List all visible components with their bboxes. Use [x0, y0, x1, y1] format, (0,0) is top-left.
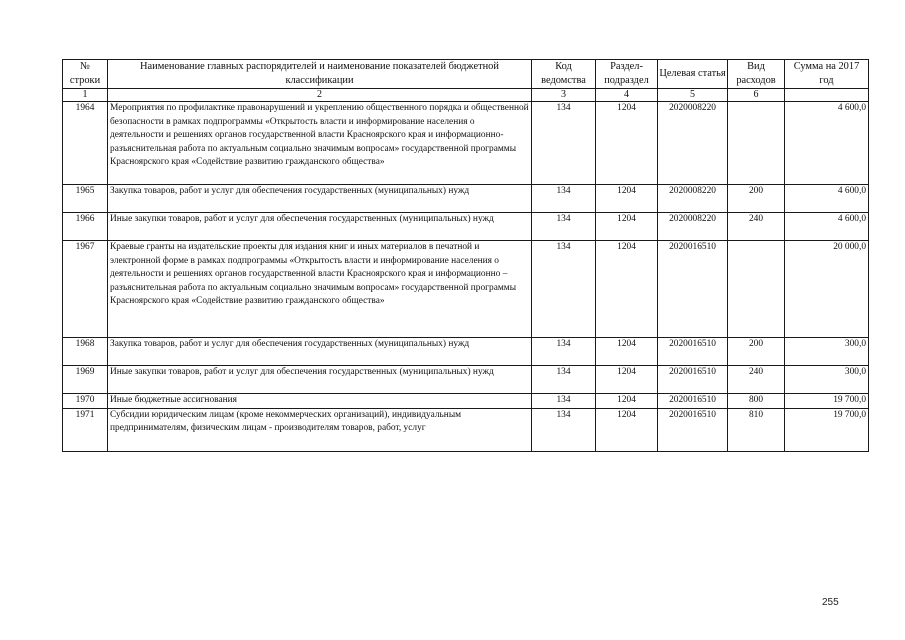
header-dept-code: Код ведомства	[532, 60, 596, 89]
table-row	[63, 366, 869, 394]
table-row	[63, 408, 869, 451]
table-row	[63, 185, 869, 213]
table-row	[63, 102, 869, 185]
row-expense-type: 200	[728, 185, 785, 213]
row-name: Закупка товаров, работ и услуг для обеспечения государственных (муниципальных) нужд	[108, 185, 532, 213]
row-section: 1204	[596, 241, 658, 338]
row-target: 2020016510	[658, 394, 728, 409]
row-number: 1969	[63, 366, 108, 394]
header-expense-type: Вид расходов	[728, 60, 785, 89]
row-target: 2020008220	[658, 185, 728, 213]
row-section: 1204	[596, 213, 658, 241]
row-section: 1204	[596, 394, 658, 409]
column-number-row	[63, 89, 869, 102]
row-target: 2020016510	[658, 366, 728, 394]
column-number-2: 2	[108, 89, 532, 102]
row-expense-type: 810	[728, 408, 785, 451]
row-name: Иные бюджетные ассигнования	[108, 394, 532, 409]
row-amount: 4 600,0	[785, 102, 869, 185]
column-number-3: 3	[532, 89, 596, 102]
row-amount: 4 600,0	[785, 185, 869, 213]
row-target: 2020008220	[658, 213, 728, 241]
row-dept-code: 134	[532, 394, 596, 409]
row-number: 1970	[63, 394, 108, 409]
column-number-4: 4	[596, 89, 658, 102]
row-dept-code: 134	[532, 185, 596, 213]
table-row	[63, 338, 869, 366]
row-name: Мероприятия по профилактике правонарушений и укреплению общественного порядка и общественной безопасности в рамках подпрограммы «Открытость власти и информирование населения о деятельности и решениях органов государственной власти Красноярского края и информационно-разъяснительная работа по актуальным социально значимым вопросам» государственной программы Красноярского края «Содействие развитию гражданского общества»	[108, 102, 532, 185]
row-number: 1964	[63, 102, 108, 185]
budget-table	[62, 59, 869, 452]
row-number: 1967	[63, 241, 108, 338]
row-section: 1204	[596, 338, 658, 366]
row-expense-type: 800	[728, 394, 785, 409]
row-amount: 19 700,0	[785, 394, 869, 409]
row-section: 1204	[596, 408, 658, 451]
header-target: Целевая статья	[658, 60, 728, 89]
row-section: 1204	[596, 366, 658, 394]
row-name: Субсидии юридическим лицам (кроме некоммерческих организаций), индивидуальным предпринимателям, физическим лицам - производителям товаров, работ, услуг	[108, 408, 532, 451]
row-section: 1204	[596, 185, 658, 213]
row-number: 1965	[63, 185, 108, 213]
row-amount: 20 000,0	[785, 241, 869, 338]
table-row	[63, 213, 869, 241]
row-expense-type	[728, 102, 785, 185]
column-number-5: 5	[658, 89, 728, 102]
row-dept-code: 134	[532, 213, 596, 241]
row-amount: 300,0	[785, 366, 869, 394]
row-number: 1966	[63, 213, 108, 241]
column-number-blank	[785, 89, 869, 102]
column-number-1: 1	[63, 89, 108, 102]
header-amount: Сумма на 2017 год	[785, 60, 869, 89]
header-name: Наименование главных распорядителей и наименование показателей бюджетной классификации	[108, 60, 532, 89]
row-expense-type: 200	[728, 338, 785, 366]
row-amount: 4 600,0	[785, 213, 869, 241]
header-section: Раздел-подраздел	[596, 60, 658, 89]
table-row	[63, 394, 869, 409]
row-expense-type: 240	[728, 213, 785, 241]
row-number: 1971	[63, 408, 108, 451]
table-row	[63, 241, 869, 338]
row-dept-code: 134	[532, 366, 596, 394]
row-number: 1968	[63, 338, 108, 366]
row-name: Краевые гранты на издательские проекты для издания книг и иных материалов в печатной и электронной форме в рамках подпрограммы «Открытость власти и информирование населения о деятельности и решениях органов государственной власти Красноярского края и информационно – разъяснительная работа по актуальным социально значимым вопросам» государственной программы Красноярского края «Содействие развитию гражданского общества»	[108, 241, 532, 338]
row-target: 2020016510	[658, 338, 728, 366]
row-name: Иные закупки товаров, работ и услуг для обеспечения государственных (муниципальных) нужд	[108, 366, 532, 394]
header-row	[63, 60, 869, 89]
row-target: 2020016510	[658, 241, 728, 338]
row-dept-code: 134	[532, 102, 596, 185]
row-expense-type: 240	[728, 366, 785, 394]
row-expense-type	[728, 241, 785, 338]
row-name: Иные закупки товаров, работ и услуг для обеспечения государственных (муниципальных) нужд	[108, 213, 532, 241]
row-dept-code: 134	[532, 241, 596, 338]
page-number: 255	[822, 597, 839, 608]
column-number-6: 6	[728, 89, 785, 102]
row-name: Закупка товаров, работ и услуг для обеспечения государственных (муниципальных) нужд	[108, 338, 532, 366]
row-target: 2020008220	[658, 102, 728, 185]
row-amount: 300,0	[785, 338, 869, 366]
row-amount: 19 700,0	[785, 408, 869, 451]
row-target: 2020016510	[658, 408, 728, 451]
row-dept-code: 134	[532, 408, 596, 451]
header-row-no: № строки	[63, 60, 108, 89]
row-section: 1204	[596, 102, 658, 185]
row-dept-code: 134	[532, 338, 596, 366]
